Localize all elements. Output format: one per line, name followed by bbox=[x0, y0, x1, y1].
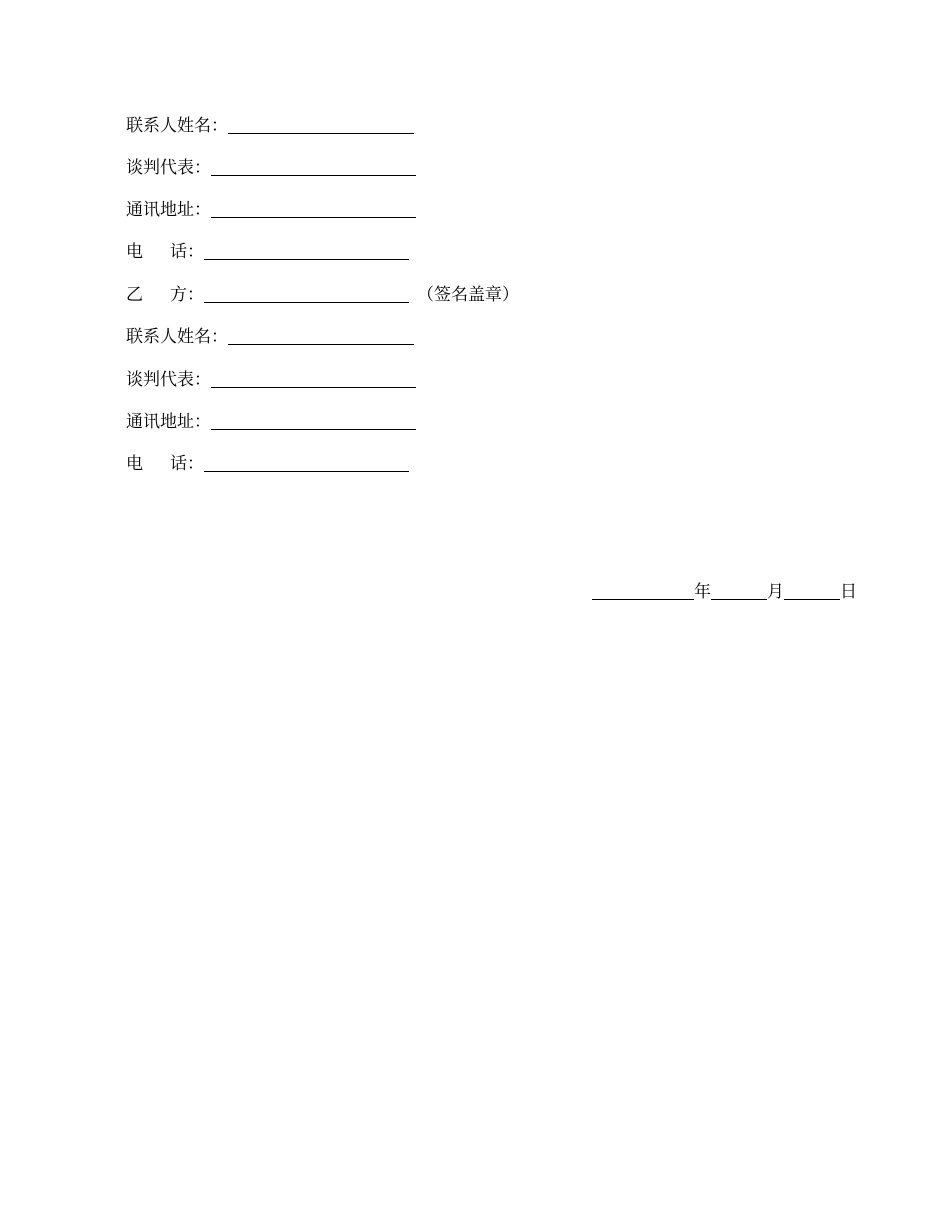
party-a-phone-label bbox=[126, 242, 204, 262]
party-b-contact-name-field[interactable] bbox=[228, 326, 414, 345]
party-b-negotiator-row bbox=[126, 366, 416, 390]
party-b-contact-name-label: 联系人姓名： bbox=[126, 327, 228, 347]
date-month-label: 月 bbox=[767, 582, 784, 602]
party-b-label-char-1: 乙 bbox=[126, 285, 143, 305]
party-a-phone-label-char-1: 电 bbox=[126, 242, 143, 262]
party-a-address-label: 通讯地址： bbox=[126, 200, 211, 220]
party-b-address-row bbox=[126, 408, 416, 432]
party-a-contact-name-row bbox=[126, 112, 414, 136]
date-year-field[interactable] bbox=[592, 581, 694, 600]
party-b-signature-field[interactable] bbox=[204, 284, 409, 303]
party-a-negotiator-field[interactable] bbox=[211, 157, 416, 176]
party-b-phone-label-char-2: 话： bbox=[170, 454, 204, 474]
date-line bbox=[592, 578, 857, 602]
party-a-phone-field[interactable] bbox=[204, 241, 409, 260]
party-b-negotiator-label: 谈判代表： bbox=[126, 370, 211, 390]
party-b-phone-label bbox=[126, 454, 204, 474]
party-a-phone-row bbox=[126, 238, 409, 262]
party-a-contact-name-field[interactable] bbox=[228, 115, 414, 134]
party-b-row bbox=[126, 281, 519, 305]
party-a-address-row bbox=[126, 196, 416, 220]
party-b-negotiator-field[interactable] bbox=[211, 369, 416, 388]
party-b-address-field[interactable] bbox=[211, 411, 416, 430]
party-b-phone-row bbox=[126, 450, 409, 474]
date-day-label: 日 bbox=[840, 582, 857, 602]
party-a-negotiator-row bbox=[126, 154, 416, 178]
party-b-phone-field[interactable] bbox=[204, 453, 409, 472]
party-a-negotiator-label: 谈判代表： bbox=[126, 158, 211, 178]
date-year-label: 年 bbox=[694, 582, 711, 602]
party-b-label-char-2: 方： bbox=[170, 285, 204, 305]
party-b-contact-name-row bbox=[126, 323, 414, 347]
party-a-phone-label-char-2: 话： bbox=[170, 242, 204, 262]
party-b-phone-label-char-1: 电 bbox=[126, 454, 143, 474]
party-b-label bbox=[126, 285, 204, 305]
date-month-field[interactable] bbox=[711, 581, 767, 600]
party-a-contact-name-label: 联系人姓名： bbox=[126, 116, 228, 136]
party-b-sign-note: （签名盖章） bbox=[417, 285, 519, 305]
party-a-address-field[interactable] bbox=[211, 199, 416, 218]
date-day-field[interactable] bbox=[784, 581, 840, 600]
party-b-address-label: 通讯地址： bbox=[126, 412, 211, 432]
